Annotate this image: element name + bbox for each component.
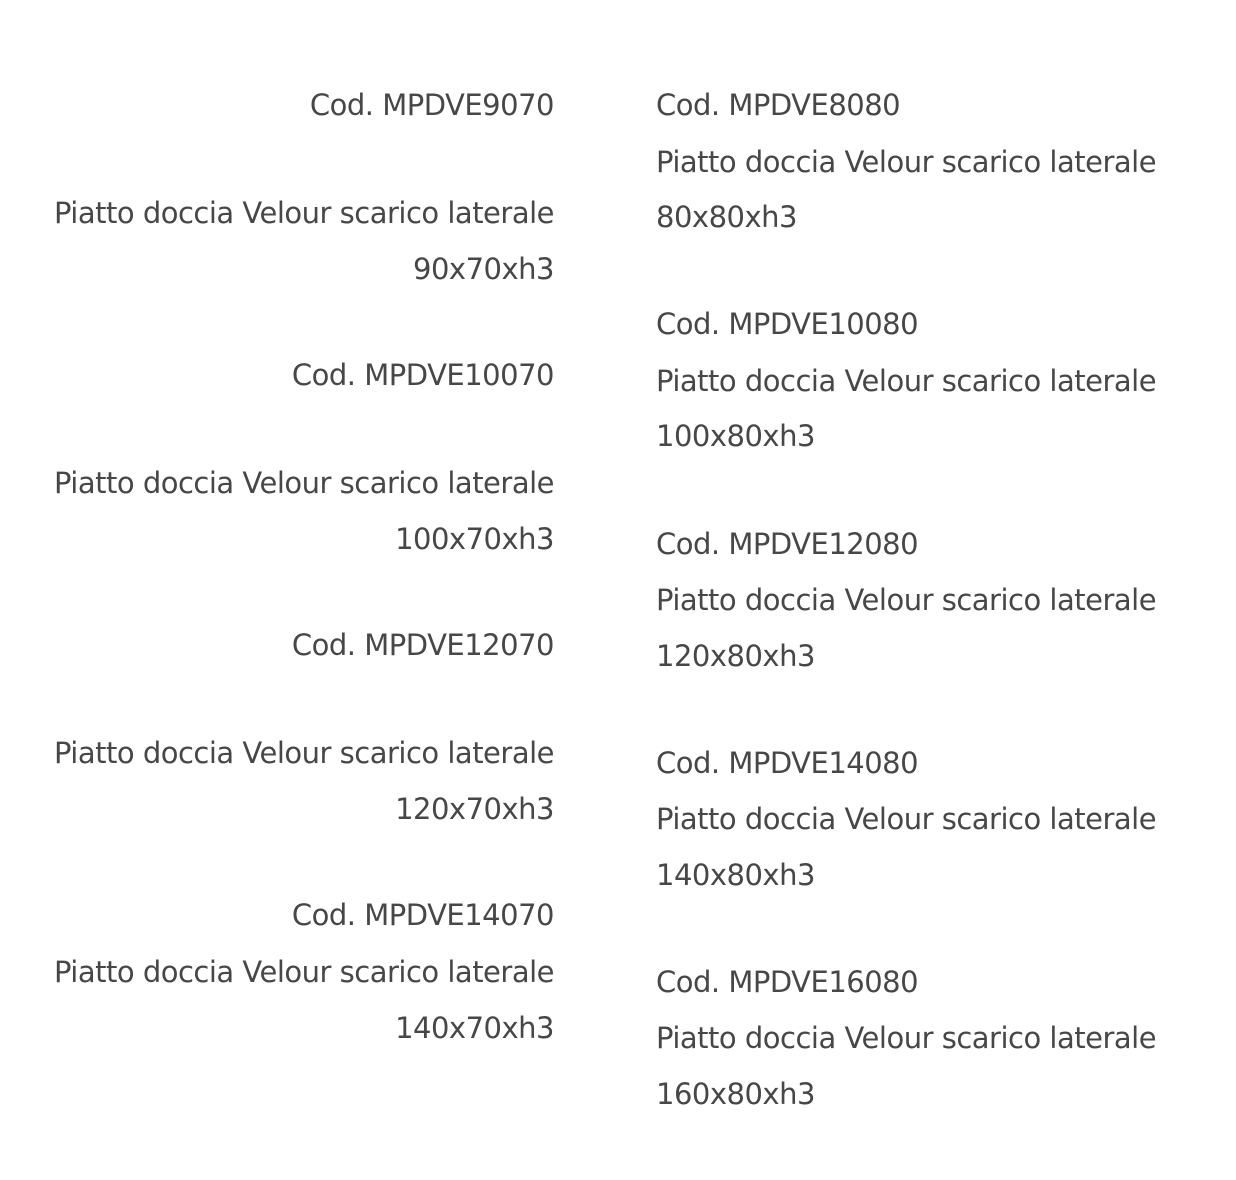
product-code: Cod. MPDVE9070 xyxy=(309,88,554,122)
product-size: 140x80xh3 xyxy=(656,858,815,892)
product-description: Piatto doccia Velour scarico laterale xyxy=(656,802,1157,836)
product-code: Cod. MPDVE14070 xyxy=(291,898,554,932)
product-size: 120x80xh3 xyxy=(656,639,815,673)
product-code: Cod. MPDVE10070 xyxy=(291,358,554,392)
product-description: Piatto doccia Velour scarico laterale xyxy=(53,955,554,989)
product-size: 100x70xh3 xyxy=(395,522,554,556)
product-description: Piatto doccia Velour scarico laterale xyxy=(53,466,554,500)
product-description: Piatto doccia Velour scarico laterale xyxy=(656,364,1157,398)
product-description: Piatto doccia Velour scarico laterale xyxy=(53,736,554,770)
product-size: 90x70xh3 xyxy=(413,252,554,286)
product-size: 120x70xh3 xyxy=(395,792,554,826)
product-description: Piatto doccia Velour scarico laterale xyxy=(656,1021,1157,1055)
product-code: Cod. MPDVE14080 xyxy=(656,746,919,780)
product-description: Piatto doccia Velour scarico laterale xyxy=(656,145,1157,179)
product-size: 140x70xh3 xyxy=(395,1011,554,1045)
product-size: 160x80xh3 xyxy=(656,1077,815,1111)
product-code: Cod. MPDVE16080 xyxy=(656,965,919,999)
product-code: Cod. MPDVE8080 xyxy=(656,88,901,122)
product-description: Piatto doccia Velour scarico laterale xyxy=(656,583,1157,617)
product-size: 100x80xh3 xyxy=(656,419,815,453)
product-code: Cod. MPDVE10080 xyxy=(656,307,919,341)
product-description: Piatto doccia Velour scarico laterale xyxy=(53,196,554,230)
product-size: 80x80xh3 xyxy=(656,200,797,234)
product-code: Cod. MPDVE12070 xyxy=(291,628,554,662)
product-code: Cod. MPDVE12080 xyxy=(656,527,919,561)
